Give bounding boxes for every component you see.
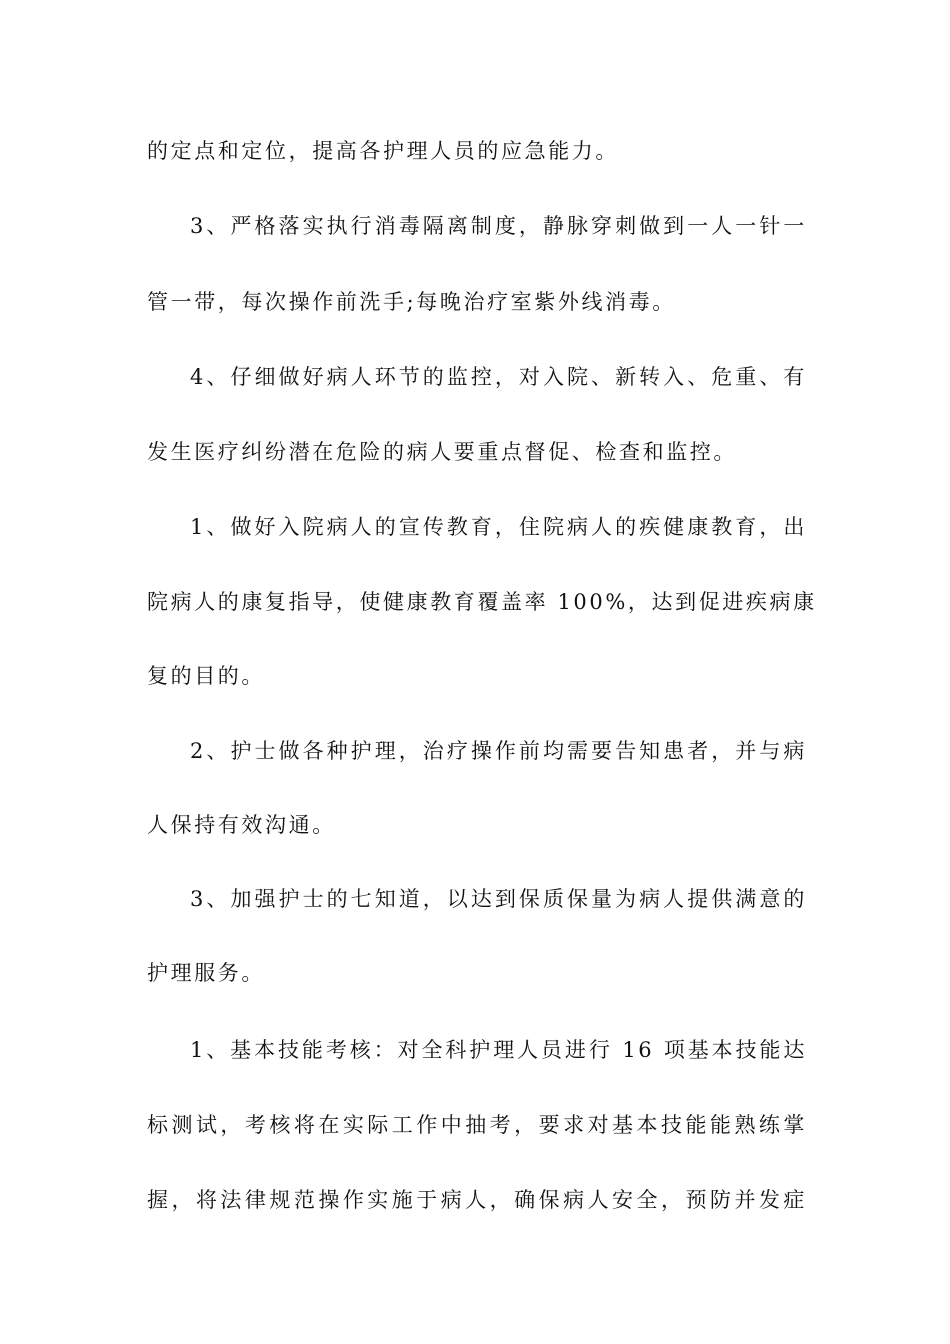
text-line: 2、护士做各种护理，治疗操作前均需要告知患者，并与病 [190,739,807,763]
text-line: 发生医疗纠纷潜在危险的病人要重点督促、检查和监控。 [147,440,737,464]
text-line: 的定点和定位，提高各护理人员的应急能力。 [147,139,619,163]
text-line: 3、严格落实执行消毒隔离制度，静脉穿刺做到一人一针一 [190,214,807,238]
text-line: 人保持有效沟通。 [147,813,336,837]
text-line: 标测试，考核将在实际工作中抽考，要求对基本技能能熟练掌 [147,1113,807,1137]
text-line: 1、做好入院病人的宣传教育，住院病人的疾健康教育，出 [190,515,807,539]
text-line: 院病人的康复指导，使健康教育覆盖率 100%，达到促进疾病康 [147,590,817,614]
text-line: 3、加强护士的七知道，以达到保质保量为病人提供满意的 [190,887,807,911]
text-line: 护理服务。 [147,961,265,985]
text-line: 管一带，每次操作前洗手;每晚治疗室紫外线消毒。 [147,290,676,314]
text-line: 1、基本技能考核：对全科护理人员进行 16 项基本技能达 [190,1038,807,1062]
text-line: 复的目的。 [147,664,265,688]
text-line: 4、仔细做好病人环节的监控，对入院、新转入、危重、有 [190,365,807,389]
text-line: 握，将法律规范操作实施于病人，确保病人安全，预防并发症 [147,1188,807,1212]
